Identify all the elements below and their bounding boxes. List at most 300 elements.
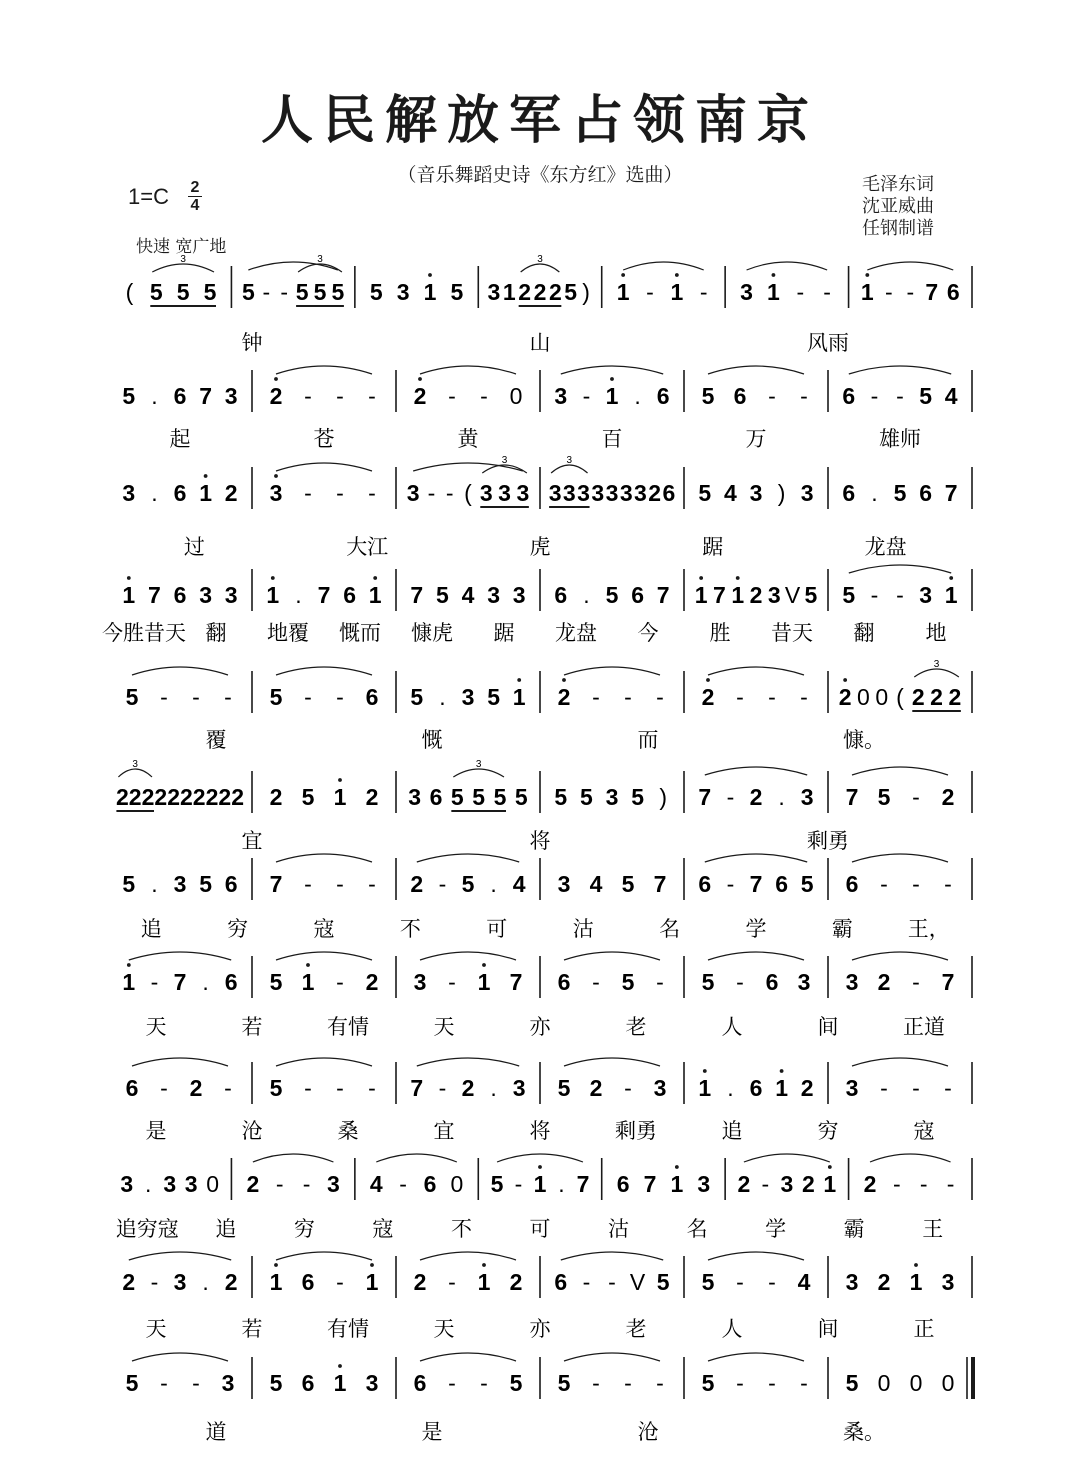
slur (705, 767, 807, 775)
lyric: 若 (241, 1317, 263, 1341)
triplet-number: 3 (933, 659, 940, 670)
high-octave-dot (517, 678, 521, 682)
high-octave-dot (703, 1069, 707, 1073)
notation-symbol: - (624, 1370, 632, 1396)
slur (420, 366, 516, 374)
note: 6 (423, 1171, 437, 1197)
note: 3 (408, 784, 422, 810)
note: 2 (533, 279, 547, 305)
lyric: 霸 (843, 1217, 865, 1241)
lyric: 地覆 (267, 621, 309, 645)
note: 2 (224, 1269, 238, 1295)
note: 3 (548, 480, 562, 506)
note: 2 (518, 279, 532, 305)
note: 3 (800, 784, 814, 810)
high-octave-dot (538, 1165, 542, 1169)
note: 1 (423, 279, 437, 305)
note: 1 (477, 1269, 491, 1295)
notation-symbol: ( (464, 480, 472, 506)
notation-symbol: . (634, 383, 641, 409)
note: 4 (944, 383, 958, 409)
lyric: 不 (450, 1217, 472, 1241)
notation-symbol: . (490, 871, 497, 897)
note: 2 (122, 1269, 136, 1295)
note: 7 (941, 969, 955, 995)
note: 5 (804, 582, 818, 608)
notation-symbol: - (624, 1075, 632, 1101)
notation-symbol: - (946, 1171, 955, 1197)
lyric: 虎 (529, 535, 551, 559)
notation-symbol: . (583, 582, 590, 608)
note: 3 (516, 480, 530, 506)
lyric: 亦 (529, 1015, 551, 1039)
lyric: 慨而 (339, 621, 381, 645)
notation-symbol: - (800, 684, 808, 710)
lyric: 今 (637, 621, 659, 645)
high-octave-dot (843, 678, 847, 682)
note: 5 (269, 684, 283, 710)
note: 3 (413, 969, 427, 995)
slur (744, 1154, 830, 1162)
notation-symbol: - (870, 383, 879, 409)
note: 6 (733, 383, 747, 409)
lyric: 可 (486, 917, 508, 941)
note: 5 (580, 784, 593, 810)
notation-symbol: . (871, 480, 878, 506)
triplet-number: 3 (317, 254, 323, 265)
note: 5 (461, 871, 475, 897)
note: 2 (189, 1075, 203, 1101)
note: 5 (313, 279, 327, 305)
high-octave-dot (914, 1263, 918, 1267)
key-signature: 1=C (128, 184, 169, 209)
lyric: 天 (145, 1317, 167, 1341)
note: 5 (241, 279, 255, 305)
slur (497, 1154, 583, 1162)
lyric: 人 (721, 1317, 743, 1341)
lyric: 风雨 (807, 331, 849, 355)
high-octave-dot (780, 1069, 784, 1073)
lyric: 地 (925, 621, 947, 645)
note: 3 (780, 1171, 794, 1197)
note: 3 (173, 871, 187, 897)
note: 1 (605, 383, 619, 409)
lyric: 可 (529, 1217, 551, 1241)
note: 1 (670, 1171, 684, 1197)
note: 1 (365, 1269, 379, 1295)
slur (129, 1252, 231, 1260)
notation-symbol: . (145, 1171, 152, 1197)
note: 3 (173, 1269, 187, 1295)
notation-symbol: ) (659, 784, 668, 810)
note: 7 (845, 784, 859, 810)
notation-symbol: - (514, 1171, 523, 1197)
notation-symbol: - (656, 1370, 664, 1396)
notation-symbol: - (438, 1075, 447, 1101)
note: 2 (365, 969, 379, 995)
note: 6 (845, 871, 859, 897)
note: 3 (767, 582, 781, 608)
note: 2 (589, 1075, 603, 1101)
high-octave-dot (949, 576, 953, 580)
note: 6 (429, 784, 443, 810)
note: 3 (224, 383, 238, 409)
note: 2 (410, 871, 424, 897)
lyric: 将 (529, 829, 551, 853)
lyric: 老 (625, 1015, 647, 1039)
note: 2 (461, 1075, 475, 1101)
slur (708, 952, 804, 960)
notation-symbol: - (368, 1075, 376, 1101)
note: 5 (269, 969, 283, 995)
notation-symbol: 0 (206, 1171, 220, 1197)
notation-symbol: - (880, 1075, 888, 1101)
slur (420, 1252, 516, 1260)
lyric: 桑 (337, 1119, 359, 1143)
note: 2 (838, 684, 852, 710)
notation-symbol: - (624, 684, 632, 710)
note: 3 (653, 1075, 667, 1101)
note: 6 (919, 480, 932, 506)
notation-symbol: - (880, 871, 888, 897)
slur (276, 667, 372, 675)
note: 2 (205, 784, 219, 810)
notation-symbol: - (582, 1269, 591, 1295)
notation-symbol: - (368, 383, 376, 409)
lyric: 沧 (241, 1119, 263, 1143)
triplet-number: 3 (566, 455, 573, 466)
note: 5 (621, 969, 635, 995)
note: 2 (128, 784, 142, 810)
note: 1 (775, 1075, 788, 1101)
lyric: 黄 (457, 427, 479, 451)
notation-symbol: - (768, 383, 776, 409)
lyric: 名 (686, 1217, 708, 1241)
note: 3 (184, 1171, 198, 1197)
notation-symbol: . (202, 1269, 209, 1295)
note: 3 (941, 1269, 955, 1295)
note: 6 (413, 1370, 427, 1396)
high-octave-dot (418, 377, 422, 381)
notation-symbol: - (438, 871, 447, 897)
notation-symbol: - (893, 1171, 901, 1197)
note: 7 (509, 969, 523, 995)
notation-symbol: - (304, 383, 312, 409)
notation-symbol: - (726, 784, 735, 810)
lyric: 追 (140, 917, 162, 941)
notation-symbol: - (368, 480, 376, 506)
slur (276, 854, 372, 862)
lyric: 慷虎 (411, 621, 453, 645)
note: 3 (327, 1171, 340, 1197)
high-octave-dot (699, 576, 703, 580)
note: 2 (218, 784, 232, 810)
slur (852, 952, 948, 960)
note: 5 (493, 784, 507, 810)
notation-symbol: - (796, 279, 805, 305)
note: 5 (125, 684, 139, 710)
notation-symbol: - (336, 480, 344, 506)
lyric: 天 (433, 1015, 455, 1039)
lyric: 万 (745, 427, 767, 451)
note: 5 (410, 684, 424, 710)
note: 2 (801, 1171, 815, 1197)
slur (420, 952, 516, 960)
high-octave-dot (338, 778, 342, 782)
note: 2 (141, 784, 155, 810)
high-octave-dot (482, 963, 486, 967)
high-octave-dot (675, 1165, 679, 1169)
notation-symbol: 0 (875, 684, 889, 710)
note: 5 (893, 480, 907, 506)
note: 3 (605, 480, 619, 506)
note: 5 (656, 1269, 670, 1295)
note: 7 (148, 582, 161, 608)
notation-symbol: . (490, 1075, 497, 1101)
note: 3 (396, 279, 410, 305)
note: 3 (619, 480, 633, 506)
notation-symbol: - (646, 279, 654, 305)
slur (852, 854, 948, 862)
notation-symbol: - (906, 279, 915, 305)
notation-symbol: . (151, 383, 158, 409)
lyric: 穷 (293, 1217, 315, 1241)
notation-symbol: - (336, 1269, 344, 1295)
notation-symbol: - (368, 871, 376, 897)
lyric: 沽 (608, 1217, 630, 1241)
lyric: 寇 (913, 1119, 935, 1143)
notation-symbol: - (592, 1370, 600, 1396)
note: 7 (749, 871, 763, 897)
note: 1 (266, 582, 280, 608)
note: 5 (122, 871, 136, 897)
lyric: 大江 (346, 535, 389, 559)
notation-symbol: . (151, 871, 158, 897)
note: 5 (564, 279, 578, 305)
note: 3 (919, 582, 932, 608)
note: 3 (554, 383, 568, 409)
lyric: 踞 (702, 535, 724, 559)
triplet-number: 3 (180, 254, 186, 265)
lyric: 亦 (529, 1317, 551, 1341)
slur (867, 262, 953, 270)
high-octave-dot (428, 273, 432, 277)
note: 1 (731, 582, 745, 608)
note: 2 (224, 480, 238, 506)
note: 5 (176, 279, 190, 305)
note: 2 (269, 784, 283, 810)
note: 6 (765, 969, 779, 995)
note: 1 (512, 684, 526, 710)
lyric: 覆 (205, 728, 227, 752)
lyric: 桑。 (843, 1420, 885, 1444)
note: 5 (369, 279, 383, 305)
lyric: 踞 (493, 621, 515, 645)
triplet-arc (453, 769, 504, 777)
lyric: 王 (922, 1217, 944, 1241)
notation-symbol: - (592, 684, 600, 710)
note: 3 (512, 582, 526, 608)
high-octave-dot (772, 273, 776, 277)
slur (564, 1058, 660, 1066)
notation-symbol: - (919, 1171, 928, 1197)
slur (849, 366, 951, 374)
note: 6 (224, 969, 238, 995)
triplet-number: 3 (475, 759, 482, 770)
note: 3 (479, 480, 493, 506)
note: 6 (173, 480, 187, 506)
note: 1 (333, 784, 347, 810)
note: 3 (163, 1171, 177, 1197)
time-denominator: 4 (190, 197, 200, 214)
lyric: 过 (183, 535, 205, 559)
notation-symbol: . (202, 969, 209, 995)
note: 5 (149, 279, 163, 305)
lyric: 剩勇 (807, 829, 849, 853)
slur (747, 262, 828, 270)
high-octave-dot (274, 1263, 278, 1267)
notation-symbol: - (768, 684, 776, 710)
time-numerator: 2 (190, 179, 200, 196)
note: 6 (173, 582, 187, 608)
lyric: 而 (637, 728, 659, 752)
notation-symbol: - (448, 969, 456, 995)
notation-symbol: 0 (909, 1370, 923, 1396)
note: 2 (701, 684, 715, 710)
lyric: 间 (817, 1015, 839, 1039)
note: 1 (909, 1269, 923, 1295)
notation-symbol: - (656, 684, 664, 710)
note: 1 (694, 582, 708, 608)
lyric: 雄师 (879, 427, 921, 451)
lyric: 翻 (853, 621, 875, 645)
note: 7 (410, 1075, 424, 1101)
notation-symbol: - (304, 871, 312, 897)
note: 1 (199, 480, 212, 506)
notation-symbol: - (870, 582, 879, 608)
notation-symbol: - (896, 383, 904, 409)
high-octave-dot (865, 273, 869, 277)
note: 4 (724, 480, 737, 506)
lyric: 沧 (637, 1420, 659, 1444)
triplet-number: 3 (132, 759, 138, 770)
note: 2 (548, 279, 562, 305)
note: 5 (450, 784, 464, 810)
note: 3 (122, 480, 136, 506)
notation-symbol: - (150, 969, 159, 995)
lyric: 翻 (205, 621, 227, 645)
notation-symbol: - (736, 969, 744, 995)
note: 7 (643, 1171, 657, 1197)
note: 5 (842, 582, 856, 608)
slur (870, 1154, 951, 1162)
notation-symbol: ( (125, 279, 134, 305)
notation-symbol: - (823, 279, 831, 305)
notation-symbol: - (896, 582, 904, 608)
notation-symbol: - (302, 1171, 311, 1197)
note: 5 (845, 1370, 859, 1396)
note: 2 (269, 383, 283, 409)
note: 6 (301, 1269, 315, 1295)
slur (276, 1058, 372, 1066)
note: 3 (406, 480, 420, 506)
note: 1 (823, 1171, 837, 1197)
notation-symbol: - (582, 383, 591, 409)
notation-symbol: - (884, 279, 893, 305)
note: 2 (180, 784, 193, 810)
high-octave-dot (373, 576, 377, 580)
lyric: 苍 (313, 427, 335, 451)
notation-symbol: ) (582, 279, 590, 305)
lyric: 是 (421, 1420, 443, 1444)
note: 6 (631, 582, 644, 608)
note: 4 (369, 1171, 383, 1197)
note: 2 (930, 684, 943, 710)
notation-symbol: 0 (941, 1370, 955, 1396)
triplet-number: 3 (501, 455, 508, 466)
notation-symbol: - (800, 1370, 808, 1396)
note: 5 (631, 784, 644, 810)
notation-symbol: - (656, 969, 664, 995)
note: 3 (224, 582, 238, 608)
triplet-arc (914, 669, 959, 677)
notation-symbol: - (445, 480, 454, 506)
lyric: 天 (145, 1015, 167, 1039)
slur (623, 262, 704, 270)
note: 2 (192, 784, 206, 810)
note: 1 (301, 969, 315, 995)
slur (561, 366, 663, 374)
slur (708, 1353, 804, 1361)
lyric: 沽 (572, 917, 594, 941)
note: 3 (845, 1075, 859, 1101)
notation-symbol: - (448, 383, 456, 409)
notation-symbol: - (448, 1370, 456, 1396)
notation-symbol: - (275, 1171, 284, 1197)
note: 2 (413, 383, 427, 409)
notation-symbol: - (280, 279, 289, 305)
lyric: 宜 (241, 829, 263, 853)
slur (248, 262, 338, 270)
notation-symbol: . (439, 684, 446, 710)
high-octave-dot (370, 1263, 374, 1267)
note: 5 (514, 784, 528, 810)
note: 3 (557, 871, 571, 897)
notation-symbol: - (304, 684, 312, 710)
notation-symbol: . (151, 480, 158, 506)
note: 7 (713, 582, 726, 608)
lyric: 追穷寇 (115, 1217, 179, 1241)
note: 6 (662, 480, 676, 506)
notation-symbol: V (784, 582, 801, 608)
notation-symbol: - (427, 480, 436, 506)
high-octave-dot (675, 273, 679, 277)
slur (129, 952, 231, 960)
lyric: 王， (907, 917, 950, 941)
notation-symbol: - (160, 684, 168, 710)
lyric: 正 (913, 1317, 935, 1341)
note: 2 (231, 784, 244, 810)
note: 5 (554, 784, 568, 810)
high-octave-dot (127, 576, 131, 580)
note: 5 (203, 279, 217, 305)
notation-symbol: V (629, 1269, 646, 1295)
notation-symbol: . (727, 1075, 734, 1101)
note: 4 (461, 582, 475, 608)
note: 3 (269, 480, 283, 506)
notation-symbol: - (224, 684, 232, 710)
high-octave-dot (621, 273, 625, 277)
